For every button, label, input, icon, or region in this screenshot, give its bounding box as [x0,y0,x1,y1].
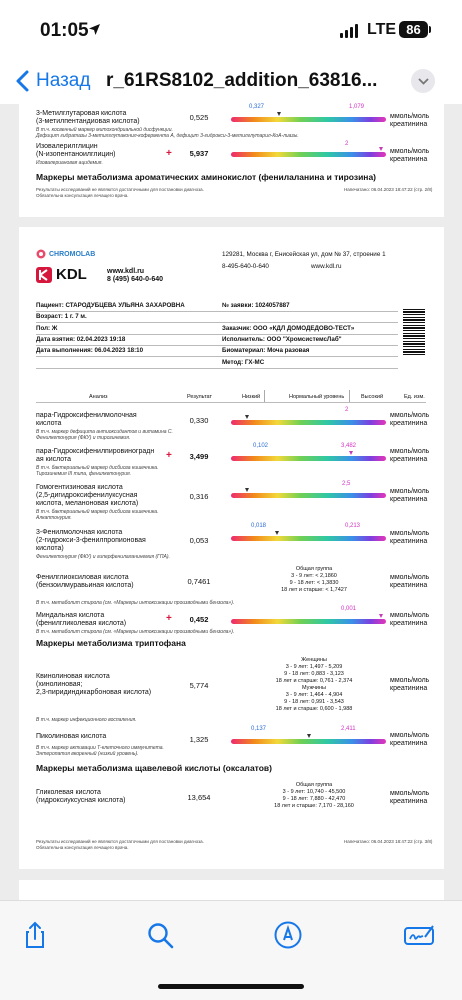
norm-text: 18 лет и старше: 0,600 - 1,988 [275,706,353,712]
col-normal: Нормальный уровень [289,394,345,400]
range-bar [231,493,386,498]
date-taken: Дата взятия: 02.04.2023 19:18 [36,336,126,343]
result-marker [379,147,383,151]
patient-name: Пациент: СТАРОДУБЦЕВА УЛЬЯНА ЗАХАРОВНА [36,302,185,309]
analysis-name: Гомогентизиновая кислота [36,484,123,491]
footer-note: Результаты исследований не являются достаточными для постановки диагноза. [36,187,204,192]
norm-text: 3 - 9 лет: 10,740 - 45,500 [282,789,346,795]
analysis-name: кислота) [36,545,64,552]
analysis-name: пара-Гидроксифенилмолочная [36,412,137,419]
result-marker [379,614,383,618]
unit: креатинина [390,538,428,545]
analysis-name: (хинолиновая; [36,681,83,688]
unit: ммоль/моль [390,148,430,155]
result-marker [307,734,311,738]
lab-address: 129281, Москва г, Енисейская ул, дом № 37, строение 1 [222,251,386,258]
analysis-note: Алкаптонурия. [36,515,72,521]
footer-note: Обязательна консультация лечащего врача. [36,845,129,850]
range-bar [231,739,386,744]
analysis-name: Пиколиновая кислота [36,733,107,740]
abnormal-flag: + [166,148,172,159]
document-page-3 [19,227,444,869]
unit: креатинина [390,420,428,427]
analysis-name: (2,5-дигидроксифенилуксусная [36,492,138,499]
analysis-name: (бензоилмуравьиная кислота) [36,582,134,589]
result-marker [245,488,249,492]
range-high: 3,482 [341,443,357,449]
range-high: 1,079 [349,104,365,110]
divider [36,368,398,369]
result-value: 13,654 [187,793,211,802]
printed-date: Напечатано: 06.04.2023 18:47:22 (стр. 3/8) [344,839,433,844]
status-time: 01:05 [40,20,89,41]
unit: ммоль/моль [390,530,430,537]
analysis-note: В т.ч. метаболит стирола (см. «Маркеры интоксикации производными бензола»). [36,629,235,635]
sign-icon[interactable] [403,920,433,950]
norm-text: 3 - 9 лет: < 2,1860 [291,573,337,579]
executor: Исполнитель: ООО "ХромсистемсЛаб" [222,336,342,343]
analysis-note: Тирозинемия III типа, фенилкетонурия. [36,471,132,477]
norm-text: 9 - 18 лет: < 1,3830 [289,580,339,586]
divider [36,345,398,346]
analysis-note: В т.ч. косвенный маркер митохондриальной дисфункции. [36,127,173,133]
barcode [403,307,425,355]
analysis-name: кислота [36,420,62,427]
divider [36,334,398,335]
footer-note: Обязательна консультация лечащего врача. [36,193,129,198]
range-high: 2,5 [342,481,351,487]
customer: Заказчик: ООО «КДЛ ДОМОДЕДОВО-ТЕСТ» [222,325,355,332]
kdl-logo: KDL [36,266,87,283]
battery-tip [429,26,431,33]
range-low: 0,102 [253,443,269,449]
analysis-name: ая кислота [36,456,72,463]
norm-text: Общая группа [295,782,333,788]
analysis-name: Миндальная кислота [36,612,105,619]
location-icon [88,23,101,39]
unit: креатинина [390,740,428,747]
analysis-note: В т.ч. маркер инфекционного воспаления. [36,717,137,723]
unit: ммоль/моль [390,677,430,684]
lab-site: www.kdl.ru [311,263,342,270]
norm-text: 3 - 9 лет: 1,464 - 4,904 [285,692,343,698]
printed-date: Напечатано: 06.04.2023 18:47:22 (стр. 2/8) [344,187,433,192]
section-title: Маркеры метаболизма триптофана [36,638,186,648]
result-value: 5,937 [189,149,209,158]
range-bar [231,117,386,122]
lab-phone: 8-495-640-0-640 [222,263,269,270]
range-high: 0,001 [341,606,357,612]
analysis-name: (2-гидрокси-3-фенилпропионовая [36,537,146,544]
range-high: 2 [345,407,349,413]
analysis-name: 3-Метилглутаровая кислота [36,110,127,117]
norm-text: 9 - 18 лет: 0,883 - 3,123 [284,671,344,677]
analysis-name: (фенилгликолевая кислота) [36,620,127,627]
norm-text: Женщины [301,657,327,663]
chromolab-logo: CHROMOLAB [36,249,95,259]
result-value: 1,325 [189,735,209,744]
footer-note: Результаты исследований не являются достаточными для постановки диагноза. [36,839,204,844]
unit: ммоль/моль [390,412,430,419]
divider [264,390,265,402]
method: Метод: ГХ-МС [222,359,265,366]
unit: ммоль/моль [390,612,430,619]
back-button[interactable]: Назад [36,70,91,91]
unit: ммоль/моль [390,790,430,797]
analysis-name: (N-изопентаноилглицин) [36,151,116,158]
unit: ммоль/моль [390,574,430,581]
unit: креатинина [390,685,428,692]
result-value: 0,330 [189,416,209,425]
analysis-name: (3-метилпентандиовая кислота) [36,118,140,125]
result-value: 0,452 [189,615,209,624]
result-value: 0,053 [189,536,209,545]
unit: креатинина [390,156,428,163]
range-low: 0,137 [251,726,267,732]
result-value: 0,7461 [187,577,211,586]
norm-text: 9 - 18 лет: 7,880 - 42,470 [282,796,346,802]
unit: ммоль/моль [390,732,430,739]
range-bar [231,152,386,157]
divider [36,311,398,312]
analysis-name: Квинолиновая кислота [36,673,110,680]
range-high: 2,411 [341,726,356,732]
norm-text: 9 - 18 лет: 0,991 - 3,543 [284,699,344,705]
result-value: 3,499 [189,452,209,461]
signal-icon [340,24,358,38]
norm-text: 18 лет и старше: 0,761 - 2,374 [275,678,353,684]
norm-text: 18 лет и старше: 7,170 - 28,160 [274,803,354,809]
range-bar [231,456,386,461]
analysis-name: Изовалерилглицин [36,143,98,150]
unit: креатинина [390,496,428,503]
analysis-note: Дефицит гидратазы 3-метилглутаконил-кофермента А, дефицит 3-гидрокси-3-метилглутарил-КоА-лиазы. [36,133,299,139]
analysis-note: Изовалериановая ацидемия. [36,160,103,166]
analysis-name: 3-Фенилмолочная кислота [36,529,123,536]
divider [349,390,350,402]
battery-icon: 86 [399,21,428,38]
chevron-down-icon[interactable] [411,69,435,93]
kdl-phone: 8 (495) 640-0-640 [107,276,164,283]
network-label: LTE [367,21,397,38]
table-header-line [36,402,426,403]
range-bar [231,619,386,624]
biomaterial: Биоматериал: Моча разовая [222,347,310,354]
unit: креатинина [390,798,428,805]
range-low: 0,018 [251,523,267,529]
divider [36,322,398,323]
norm-text: 18 лет и старше: < 1,7427 [281,587,347,593]
unit: креатинина [390,121,428,128]
kdl-site: www.kdl.ru [107,268,145,275]
norm-text: Общая группа [295,566,333,572]
analysis-note: В т.ч. маркер активации Т-клеточного иммунитета. [36,745,164,751]
unit: креатинина [390,620,428,627]
col-result: Результат [187,394,213,400]
range-high: 0,213 [345,523,361,529]
divider [36,356,398,357]
result-marker [349,451,353,455]
analysis-note: В т.ч. бактериальный маркер дисбиоза кишечника. [36,465,159,471]
analysis-note: Фенилкетонурия (ФКУ) и тирозинемия. [36,435,131,441]
date-done: Дата выполнения: 06.04.2023 18:10 [36,347,144,354]
section-title: Маркеры метаболизма ароматических аминокислот (фенилаланина и тирозина) [36,172,376,182]
analysis-note: В т.ч. бактериальный маркер дисбиоза кишечника. [36,509,159,515]
analysis-note: В т.ч. маркер дефицита антиоксидантов и витамина С. [36,429,173,435]
analysis-name: (гидроксиуксусная кислота) [36,797,126,804]
abnormal-flag: + [166,450,172,461]
range-low: 0,327 [249,104,265,110]
analysis-name: 2,3-пиридиндикарбоновая кислота) [36,689,152,696]
analysis-note: Фенилкетонурия (ФКУ) и гиперфенилаланинемия (ГПА). [36,554,170,560]
col-high: Высокий [361,394,384,400]
range-bar [231,536,386,541]
analysis-name: кислота, меланоновая кислота) [36,500,139,507]
result-marker [245,415,249,419]
markup-icon[interactable] [273,920,303,950]
section-title: Маркеры метаболизма щавелевой кислоты (оксалатов) [36,763,272,773]
analysis-name: пара-Гидроксифенилпировиноградн [36,448,155,455]
home-indicator[interactable] [158,984,304,989]
unit: ммоль/моль [390,488,430,495]
result-marker [275,531,279,535]
result-value: 5,774 [189,681,209,690]
col-analysis: Анализ [89,394,108,400]
document-page-2 [19,104,444,217]
result-value: 0,316 [189,492,209,501]
unit: креатинина [390,582,428,589]
back-chevron-icon[interactable] [8,66,38,96]
patient-age: Возраст: 1 г. 7 м. [36,313,87,320]
analysis-note: В т.ч. метаболит стирола (см. «Маркеры интоксикации производными бензола»). [36,600,235,606]
analysis-note: Энтеропатия вкоренный (низкий уровень). [36,751,139,757]
share-icon[interactable] [20,920,50,950]
range-bar [231,420,386,425]
search-icon[interactable] [145,920,175,950]
norm-text: 3 - 9 лет: 1,497 - 5,209 [285,664,343,670]
abnormal-flag: + [166,613,172,624]
order-number: № заявки: 1024057887 [222,302,290,309]
analysis-name: Фенилглиоксиловая кислота [36,574,129,581]
result-value: 0,525 [189,113,209,122]
analysis-name: Гликолевая кислота [36,789,101,796]
unit: креатинина [390,456,428,463]
result-marker [277,112,281,116]
unit: ммоль/моль [390,113,430,120]
unit: ммоль/моль [390,448,430,455]
col-low: Низкий [242,394,261,400]
norm-text: Мужчины [301,685,326,691]
patient-sex: Пол: Ж [36,325,58,332]
document-title[interactable]: r_61RS8102_addition_63816... [106,70,378,91]
col-unit: Ед. изм. [404,394,425,400]
range-high: 2 [345,141,349,147]
